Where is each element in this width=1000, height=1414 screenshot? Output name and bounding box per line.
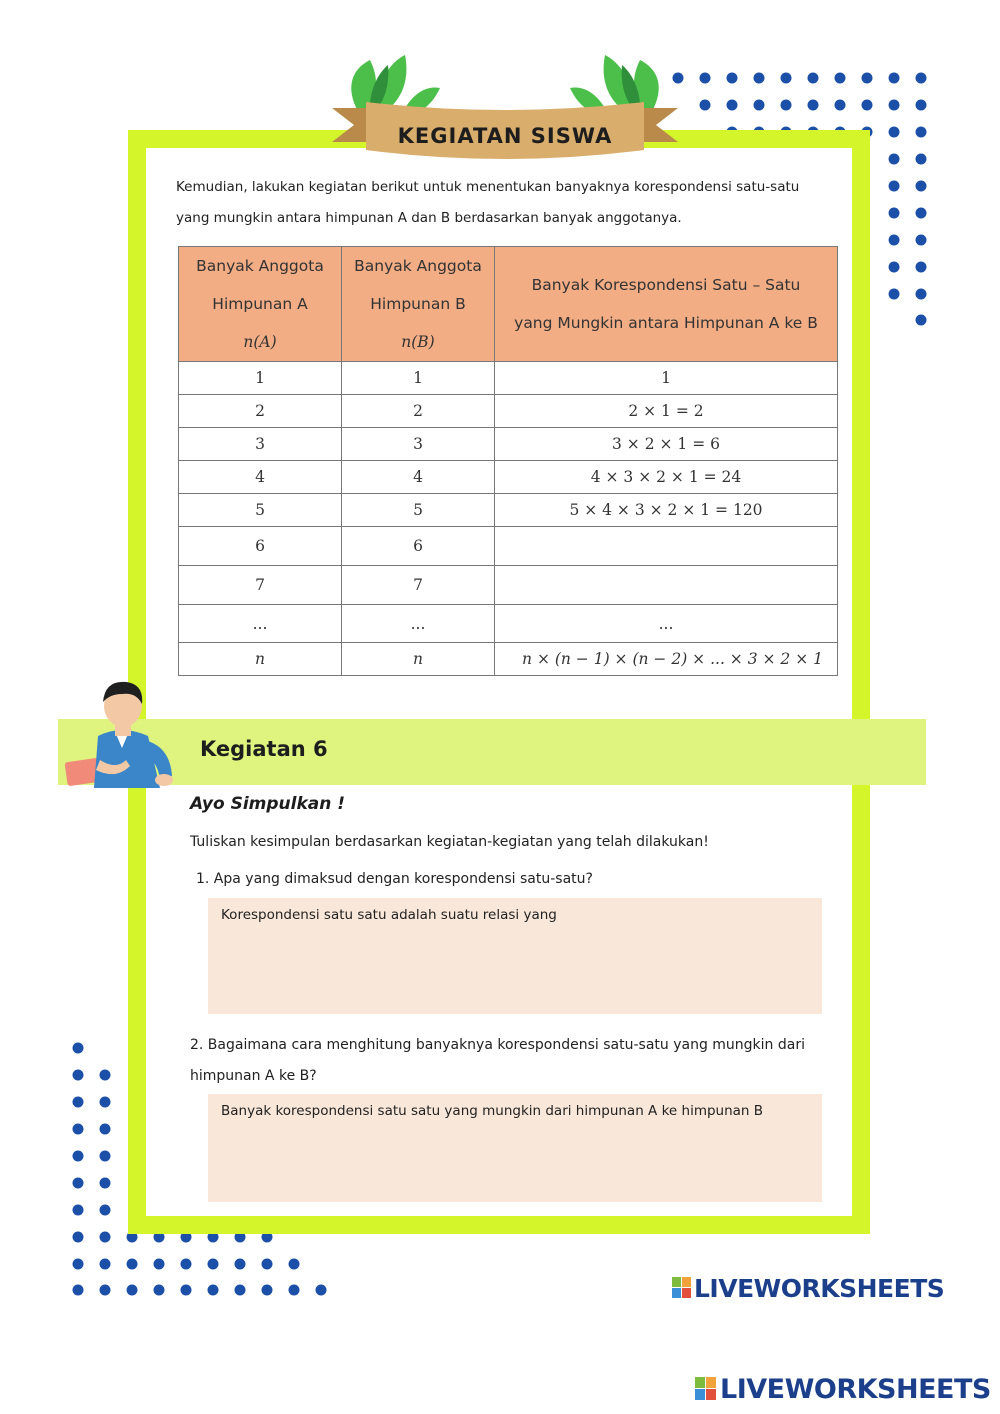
section-subtitle: Ayo Simpulkan ! [190, 794, 346, 814]
cell-n-b: n [342, 643, 495, 676]
brand-footer: LIVEWORKSHEETS [720, 1374, 991, 1405]
header-correspondence-count: Banyak Korespondensi Satu – Satu yang Mungkin antara Himpunan A ke B [495, 247, 838, 362]
cell-n-a: 6 [179, 527, 342, 566]
table-row [179, 428, 838, 461]
question-1: 1. Apa yang dimaksud dengan korespondensi satu-satu? [196, 871, 593, 887]
cell-count: 3 × 2 × 1 = 6 [495, 428, 838, 461]
table-row [179, 461, 838, 494]
answer-box-2[interactable]: Banyak korespondensi satu satu yang mungkin dari himpunan A ke himpunan B [208, 1094, 822, 1202]
student-illustration-icon [60, 676, 182, 788]
cell-n-a: 5 [179, 494, 342, 527]
cell-n-b: 7 [342, 566, 495, 605]
cell-n-b: ... [342, 605, 495, 643]
table-row [179, 395, 838, 428]
brand-watermark: LIVEWORKSHEETS [694, 1274, 945, 1303]
instruction-text: Tuliskan kesimpulan berdasarkan kegiatan-kegiatan yang telah dilakukan! [190, 834, 709, 850]
cell-n-a: 2 [179, 395, 342, 428]
answer-cell-7[interactable] [495, 566, 838, 605]
header-n-a: Banyak Anggota Himpunan A n(A) [179, 247, 342, 362]
cell-count: 4 × 3 × 2 × 1 = 24 [495, 461, 838, 494]
intro-paragraph: Kemudian, lakukan kegiatan berikut untuk menentukan banyaknya korespondensi satu-satu yang mungkin antara himpunan A dan B berdasarkan banyak anggotanya. [176, 179, 800, 226]
answer-cell-6[interactable] [495, 527, 838, 566]
page-title: KEGIATAN SISWA [397, 124, 613, 148]
cell-count: 2 × 1 = 2 [495, 395, 838, 428]
table-row [179, 362, 838, 395]
table-row [179, 566, 838, 605]
header-n-b: Banyak Anggota Himpunan B n(B) [342, 247, 495, 362]
table-row [179, 494, 838, 527]
table-header-row [179, 247, 838, 362]
cell-count: 1 [495, 362, 838, 395]
answer-box-1[interactable]: Korespondensi satu satu adalah suatu relasi yang [208, 898, 822, 1014]
activity-band [58, 719, 926, 785]
cell-count: ... [495, 605, 838, 643]
cell-n-a: n [179, 643, 342, 676]
cell-n-b: 4 [342, 461, 495, 494]
question-2: 2. Bagaimana cara menghitung banyaknya korespondensi satu-satu yang mungkin dari himpunan A ke B? [190, 1037, 805, 1084]
table-row [179, 527, 838, 566]
table-row [179, 605, 838, 643]
cell-n-b: 5 [342, 494, 495, 527]
table-row [179, 643, 838, 676]
activity-title: Kegiatan 6 [200, 737, 328, 761]
cell-n-b: 1 [342, 362, 495, 395]
cell-n-a: 4 [179, 461, 342, 494]
liveworksheets-logo-icon [672, 1277, 692, 1299]
cell-count: n × (n − 1) × (n − 2) × ... × 3 × 2 × 1 [495, 643, 838, 676]
liveworksheets-logo-icon [695, 1377, 717, 1401]
cell-n-a: 7 [179, 566, 342, 605]
cell-n-a: ... [179, 605, 342, 643]
cell-n-b: 6 [342, 527, 495, 566]
cell-n-b: 2 [342, 395, 495, 428]
cell-n-b: 3 [342, 428, 495, 461]
correspondence-table [178, 246, 838, 676]
cell-n-a: 1 [179, 362, 342, 395]
cell-count: 5 × 4 × 3 × 2 × 1 = 120 [495, 494, 838, 527]
cell-n-a: 3 [179, 428, 342, 461]
